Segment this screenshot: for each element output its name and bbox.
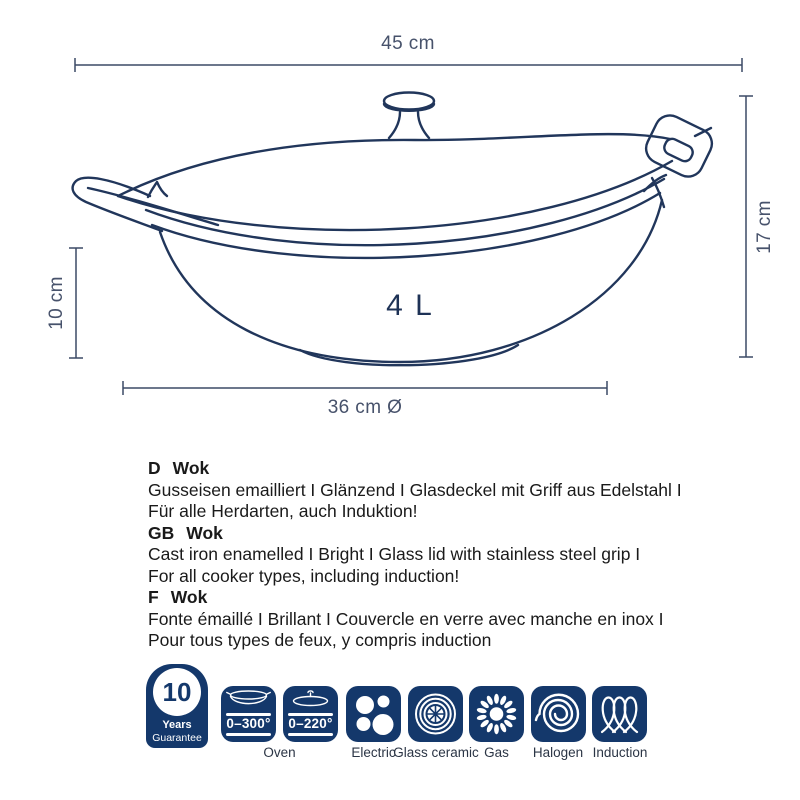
description-line: Für alle Herdarten, auch Induktion! [148,501,418,521]
feature-label-oven: Oven [263,745,296,760]
feature-label-induction: Induction [592,745,648,760]
dimension-label-depth: 10 cm [46,276,67,330]
description-header-de [148,458,728,480]
left-handle [73,178,218,231]
product-name: Wok [172,458,210,478]
description-line: For all cooker types, including induction! [148,565,460,586]
feature-tile-oven-wok [221,686,276,742]
dimension-line-left [69,248,83,358]
description-line: Pour tous types de feux, y compris induction [148,630,492,650]
guarantee-years-circle [153,668,201,716]
dimension-label-diameter: 36 cm Ø [327,397,403,418]
halogen-spiral-icon [531,686,586,742]
feature-tile-halogen [531,686,586,742]
glass-ceramic-icon [408,686,463,742]
description-line: Gusseisen emailliert I Glänzend I Glasdeckel mit Griff aus Edelstahl I [148,479,682,500]
feature-tile-gas [469,686,524,742]
lid [118,134,672,230]
dimension-line-right [739,96,753,357]
description-header-gb [148,523,728,545]
oven-temp-wok: 0–300° [226,716,271,731]
dimension-line-bottom [123,381,607,395]
bowl-rim [146,179,664,258]
description-line: Cast iron enamelled I Bright I Glass lid with stainless steel grip I [148,544,641,564]
product-name: Wok [170,587,208,607]
feature-tile-electric [346,686,401,742]
description-block [148,458,728,652]
capacity-label: 4 L [386,289,434,322]
feature-label-gas: Gas [484,745,509,760]
product-name: Wok [186,522,223,543]
oven-temp-lid: 0–220° [288,716,333,731]
lang-code: D [148,458,161,478]
dimension-label-height: 17 cm [754,200,775,254]
feature-label-halogen: Halogen [532,745,584,760]
feature-tile-oven-lid [283,686,338,742]
divider [226,733,271,736]
dimension-line-top [75,58,742,72]
feature-tile-glass-ceramic [408,686,463,742]
description-line: Fonte émaillé I Brillant I Couvercle en verre avec manche en inox I [148,608,664,629]
divider [288,733,333,736]
feature-tile-induction [592,686,647,742]
guarantee-word-guarantee: Guarantee [152,732,202,744]
oven-lid-icon [288,689,333,711]
lid-knob [384,93,434,139]
guarantee-badge [146,664,208,748]
guarantee-years-number: 10 [162,676,192,707]
lang-code: GB [148,522,175,543]
dimension-label-width: 45 cm [381,33,435,54]
right-handle [641,110,717,207]
feature-label-glass-ceramic: Glass ceramic [393,745,479,760]
description-header-fr [148,587,728,609]
guarantee-word-years: Years [162,719,192,731]
induction-coil-icon [592,686,647,742]
lang-code: F [148,587,159,607]
electric-hob-icon [346,686,401,742]
feature-label-electric: Electric [351,745,396,760]
oven-wok-icon [226,689,271,711]
gas-burner-icon [469,686,524,742]
